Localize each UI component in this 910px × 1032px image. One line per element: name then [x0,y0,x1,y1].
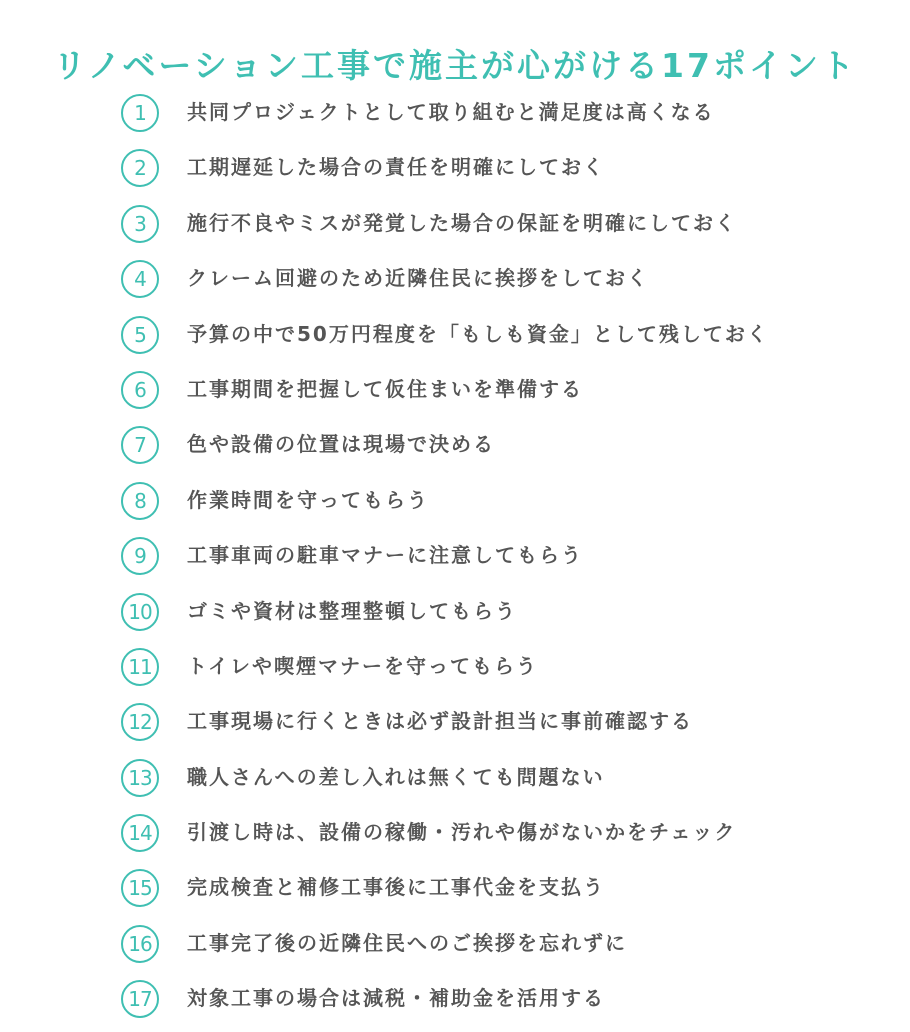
list-item [0,422,910,477]
item-text: 作業時間を守ってもらう [187,487,429,512]
item-number-badge: 13 [121,759,159,797]
list-item [0,755,910,810]
item-text: 色や設備の位置は現場で決める [187,432,495,457]
item-number-badge: 2 [121,149,159,187]
item-text: 施行不良やミスが発覚した場合の保証を明確にしておく [187,210,737,235]
item-text: 共同プロジェクトとして取り組むと満足度は高くなる [187,100,715,124]
list-item [0,145,910,200]
list-item [0,865,910,920]
item-number-badge: 12 [121,703,159,741]
item-text: クレーム回避のため近隣住民に挨拶をしておく [187,266,649,291]
list-item [0,90,910,145]
item-text: 完成検査と補修工事後に工事代金を支払う [187,875,605,900]
item-number-badge: 11 [121,648,159,686]
list-item [0,367,910,422]
item-text: 引渡し時は、設備の稼働・汚れや傷がないかをチェック [187,820,737,845]
item-text: 予算の中で50万円程度を「もしも資金」として残しておく [187,321,769,346]
list-item [0,201,910,256]
list-item [0,589,910,644]
item-number-badge: 7 [121,426,159,464]
list-item [0,478,910,533]
item-text: 工事完了後の近隣住民へのご挨拶を忘れずに [187,930,627,955]
list-item [0,976,910,1031]
item-number-badge: 6 [121,371,159,409]
item-number-badge: 3 [121,205,159,243]
item-number-badge: 15 [121,869,159,907]
item-number-badge: 5 [121,316,159,354]
page-title: リノベーション工事で施主が心がける17ポイント [53,46,857,86]
item-text: ゴミや資材は整理整頓してもらう [187,598,517,623]
item-text: 工事車両の駐車マナーに注意してもらう [187,543,583,568]
list-item [0,533,910,588]
item-number-badge: 9 [121,537,159,575]
list-item [0,256,910,311]
list-item [0,644,910,699]
list-item [0,810,910,865]
item-number-badge: 8 [121,482,159,520]
item-number-badge: 4 [121,260,159,298]
item-text: 対象工事の場合は減税・補助金を活用する [187,986,605,1011]
item-number-badge: 17 [121,980,159,1018]
item-number-badge: 16 [121,925,159,963]
item-number-badge: 14 [121,814,159,852]
item-text: 工事現場に行くときは必ず設計担当に事前確認する [187,709,693,734]
item-text: 工事期間を把握して仮住まいを準備する [187,376,583,401]
item-number-badge: 10 [121,593,159,631]
list-item [0,312,910,367]
item-number-badge: 1 [121,94,159,132]
item-text: トイレや喫煙マナーを守ってもらう [187,653,538,678]
points-list [0,90,910,1032]
list-item [0,921,910,976]
item-text: 職人さんへの差し入れは無くても問題ない [187,764,605,789]
list-item [0,699,910,754]
item-text: 工期遅延した場合の責任を明確にしておく [187,155,605,180]
